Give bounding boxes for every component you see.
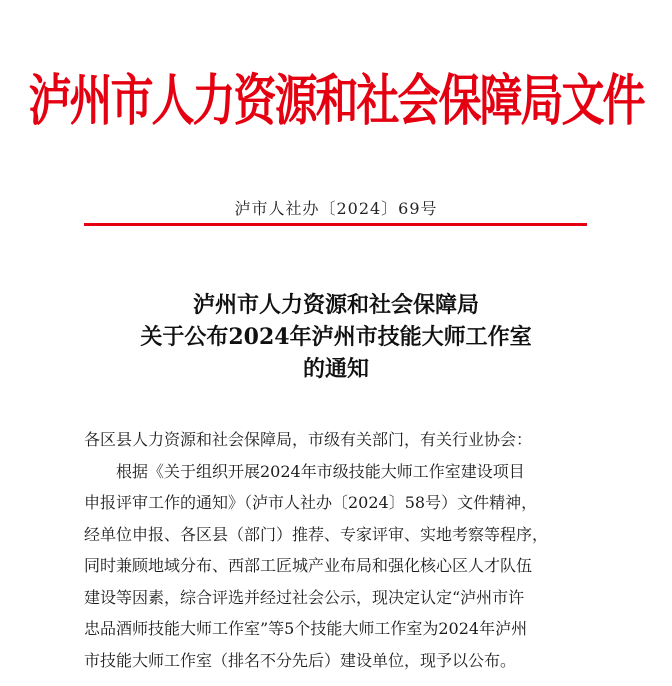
notice-title: [0, 289, 672, 385]
red-separator-rule: [84, 223, 587, 226]
paragraph-line-6: 忠品酒师技能大师工作室”等5个技能大师工作室为2024年泸州: [84, 619, 528, 638]
document-number: 泸市人社办〔2024〕69号: [234, 199, 438, 218]
paragraph-line-5: 建设等因素，综合评选并经过社会公示，现决定认定“泸州市许: [84, 587, 525, 607]
notice-title-line-3: 的通知: [302, 356, 369, 382]
paragraph-line-2: 申报评审工作的通知》（泸市人社办〔2024〕58号）文件精神，: [84, 493, 538, 512]
masthead-title: 泸州市人力资源和社会保障局文件: [28, 69, 644, 134]
paragraph-line-3: 经单位申报、各区县（部门）推荐、专家评审、实地考察等程序，: [84, 524, 549, 544]
notice-body: [84, 424, 594, 676]
notice-title-line-1: 泸州市人力资源和社会保障局: [192, 292, 479, 318]
notice-title-line-2: 关于公布2024年泸州市技能大师工作室: [140, 324, 532, 350]
addressee-line: 各区县人力资源和社会保障局，市级有关部门，有关行业协会：: [84, 430, 533, 449]
paragraph-line-1: 根据《关于组织开展2024年市级技能大师工作室建设项目: [116, 461, 525, 481]
paragraph-line-7: 市技能大师工作室（排名不分先后）建设单位，现予以公布。: [84, 650, 517, 670]
paragraph-line-4: 同时兼顾地域分布、西部工匠城产业布局和强化核心区人才队伍: [84, 556, 533, 575]
